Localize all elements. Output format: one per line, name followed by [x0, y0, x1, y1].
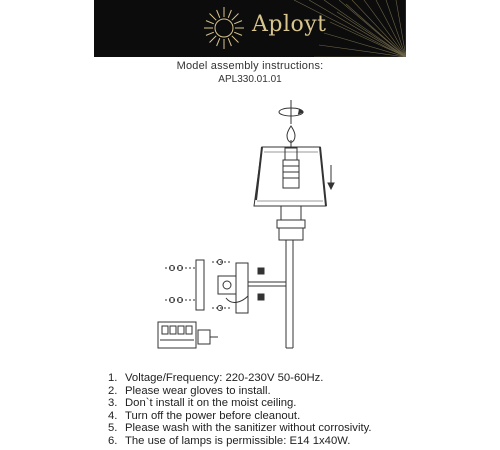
lamp-holder-drawing	[277, 206, 305, 264]
list-item: 3. Don`t install it on the moist ceiling.	[108, 397, 297, 410]
mounting-plate-drawing	[165, 260, 232, 311]
document-title: Model assembly instructions:	[176, 60, 324, 72]
list-item: 4. Turn off the power before cleanout.	[108, 409, 301, 422]
list-item: 5. Please wash with the sanitizer without corrosivity.	[108, 422, 372, 435]
terminal-block-drawing	[158, 322, 218, 348]
lamp-shade-drawing	[254, 147, 326, 206]
list-item: 6. The use of lamps is permissible: E14 1x40W.	[108, 434, 351, 447]
instructions-list	[108, 372, 372, 448]
down-arrow-icon	[328, 165, 334, 189]
brand-name: Aployt	[252, 12, 327, 37]
list-item: 1. Voltage/Frequency: 220-230V 50-60Hz.	[108, 372, 324, 384]
wall-lamp-drawing	[218, 263, 293, 348]
sun-burst-logo-icon	[202, 4, 246, 52]
candle-bulb-icon	[283, 126, 299, 188]
assembly-diagram	[0, 90, 500, 365]
rotate-arrow-icon	[279, 100, 303, 124]
banner-rays-decoration	[94, 0, 406, 57]
model-number: APL330.01.01	[218, 74, 282, 85]
list-item: 2. Please wear gloves to install.	[108, 384, 271, 397]
brand-banner	[94, 0, 406, 57]
